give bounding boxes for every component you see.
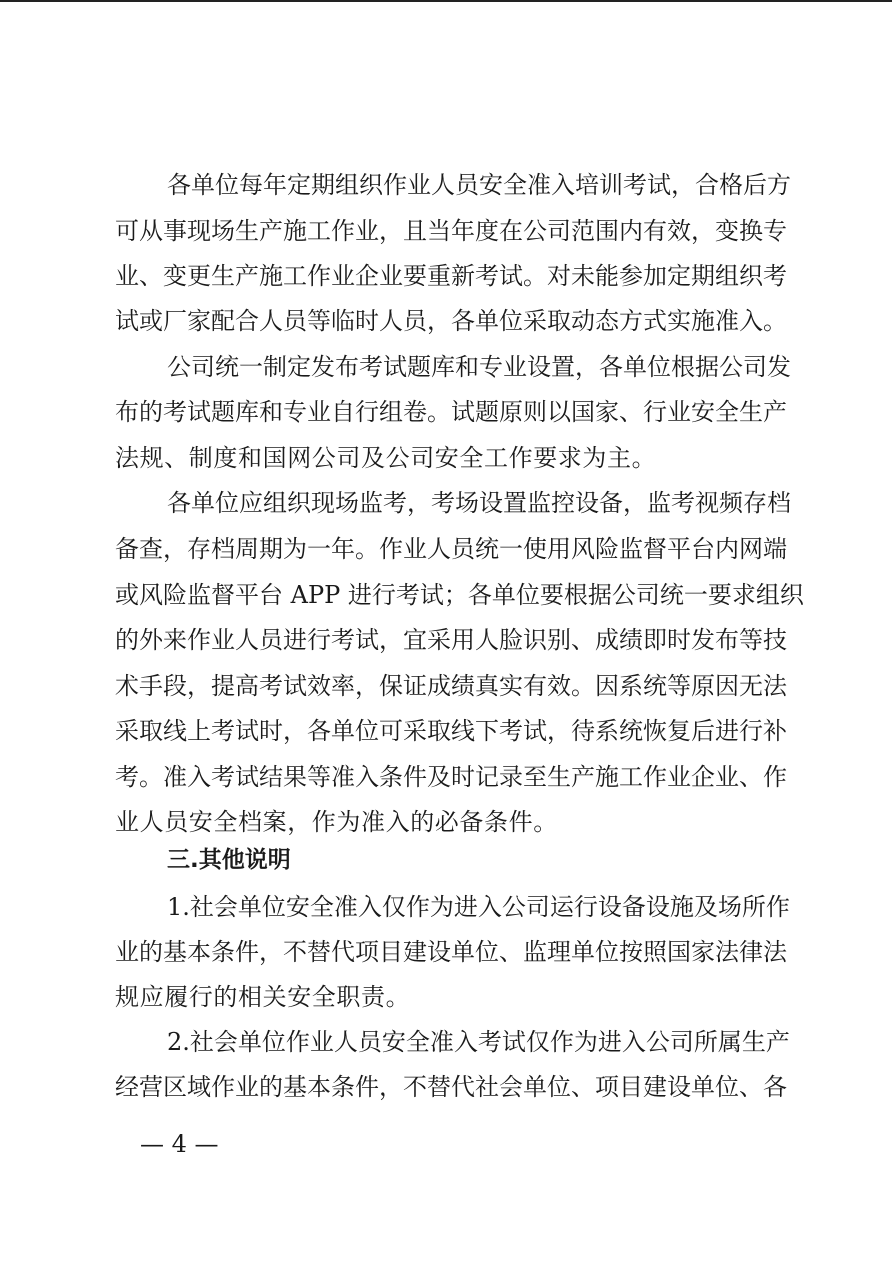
- text-line: 经营区域作业的基本条件，不替代社会单位、项目建设单位、各: [115, 1073, 787, 1101]
- section-heading: 三.其他说明: [167, 847, 291, 873]
- text-line: 试或厂家配合人员等临时人员，各单位采取动态方式实施准入。: [115, 307, 787, 335]
- text-line: 业的基本条件，不替代项目建设单位、监理单位按照国家法律法: [115, 938, 787, 966]
- text-line: 各单位应组织现场监考，考场设置监控设备，监考视频存档: [167, 489, 791, 517]
- page-number: — 4 —: [140, 1130, 219, 1158]
- text-line: 法规、制度和国网公司及公司安全工作要求为主。: [115, 444, 657, 472]
- text-line: 可从事现场生产施工作业，且当年度在公司范围内有效，变换专: [115, 217, 787, 245]
- text-line: 的外来作业人员进行考试，宜采用人脸识别、成绩即时发布等技: [115, 626, 787, 654]
- text-line: 业、变更生产施工作业企业要重新考试。对未能参加定期组织考: [115, 262, 787, 290]
- text-line: 考。准入考试结果等准入条件及时记录至生产施工作业企业、作: [115, 763, 787, 791]
- text-line: 或风险监督平台 APP 进行考试；各单位要根据公司统一要求组织: [115, 581, 804, 609]
- text-line: 布的考试题库和专业自行组卷。试题原则以国家、行业安全生产: [115, 398, 787, 426]
- text-line: 备查，存档周期为一年。作业人员统一使用风险监督平台内网端: [115, 535, 787, 563]
- text-line: 业人员安全档案，作为准入的必备条件。: [115, 808, 558, 836]
- text-line: 术手段，提高考试效率，保证成绩真实有效。因系统等原因无法: [115, 672, 787, 700]
- text-line: 规应履行的相关安全职责。: [115, 983, 411, 1011]
- text-line: 各单位每年定期组织作业人员安全准入培训考试，合格后方: [167, 171, 791, 199]
- text-line: 公司统一制定发布考试题库和专业设置，各单位根据公司发: [167, 353, 791, 381]
- text-line: 1.社会单位安全准入仅作为进入公司运行设备设施及场所作: [167, 893, 790, 921]
- text-line: 采取线上考试时，各单位可采取线下考试，待系统恢复后进行补: [115, 717, 787, 745]
- text-line: 2.社会单位作业人员安全准入考试仅作为进入公司所属生产: [167, 1028, 790, 1056]
- page-top-border: [0, 0, 892, 2]
